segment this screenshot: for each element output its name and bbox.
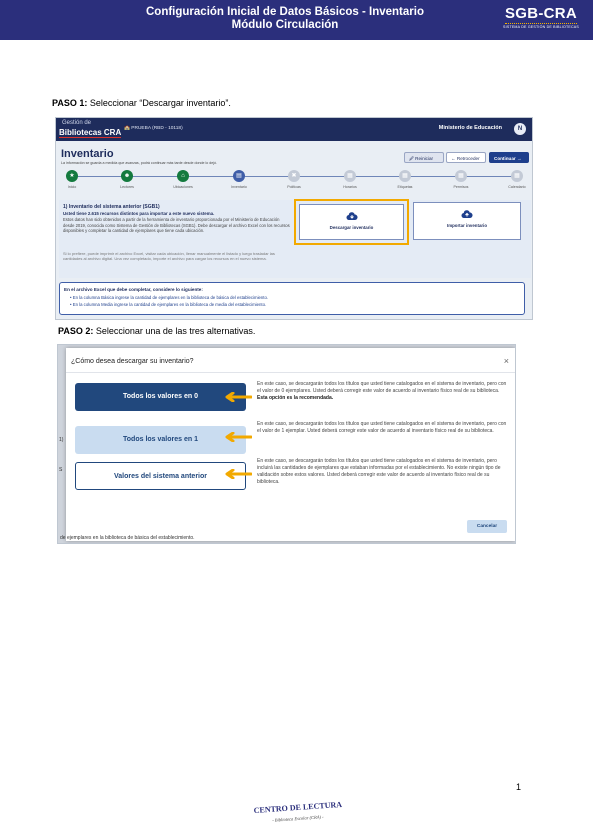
option-previous-values-button[interactable]: Valores del sistema anterior (75, 462, 246, 490)
option-all-zero-text: En este caso, se descargarán todos los títulos que usted tiene catalogados en el sistema de inventario, pero con el valor de 0 ejemplares. Usted deberá corregir este valor de acuerdo al inventario físico real de su biblioteca. (257, 381, 507, 394)
info-body-secondary: Si lo prefiere, puede imprimir el archivo Excel, visitar cada ubicación, llenar manualmente el listado y luego trasladar las cantidades al archivo digital. Una vez completado, importe el archivo para cargar los recursos en el nuevo sistema. (63, 251, 275, 262)
step1-label (52, 98, 231, 108)
continuar-button[interactable]: Continuar → (489, 152, 529, 163)
screenshot-inventory (55, 117, 533, 320)
cancel-button[interactable]: Cancelar (467, 520, 507, 533)
info-lead: Usted tiene 2.615 recursos distintos para importar a este nuevo sistema. (63, 211, 215, 216)
option-all-zero-description (257, 381, 508, 402)
step1-number: PASO 1: (52, 98, 88, 108)
centro-de-lectura-logo (248, 800, 348, 824)
permission-icon: ▦ (455, 170, 467, 182)
svg-text:CENTRO DE LECTURA: CENTRO DE LECTURA (253, 800, 343, 816)
step-label: Etiquetas (397, 185, 413, 189)
note-item-basica: • En la columna Básica ingrese la cantidad de ejemplares en la biblioteca de básica del establecimiento. (70, 295, 269, 300)
dialog-title: ¿Cómo desea descargar su inventario? (71, 358, 194, 365)
step-ubicaciones[interactable] (163, 170, 203, 189)
retroceder-button[interactable]: ← Retroceder (446, 152, 486, 163)
page-title: Inventario (61, 148, 114, 160)
step-calendario[interactable] (497, 170, 533, 189)
step-label: Políticas (287, 185, 301, 189)
step-label: Lectores (120, 185, 134, 189)
calendar-icon: ▦ (344, 170, 356, 182)
excel-note (59, 282, 525, 315)
brand-subtitle: SISTEMA DE GESTIÓN DE BIBLIOTECAS (503, 25, 579, 29)
avatar[interactable]: N (514, 123, 526, 135)
note-item-media: • En la columna Media ingrese la cantidad de ejemplares en la biblioteca de media del establecimiento. (70, 302, 267, 307)
person-icon: ☻ (121, 170, 133, 182)
step-inventario[interactable] (219, 170, 259, 189)
reiniciar-button[interactable]: 🖉 Reiniciar (404, 152, 444, 163)
step-etiquetas[interactable] (385, 170, 425, 189)
recommended-note: Esta opción es la recomendada. (257, 395, 334, 401)
arrow-left-icon (224, 392, 252, 402)
screenshot-download-dialog (57, 344, 516, 544)
star-icon: ★ (66, 170, 78, 182)
note-title: En el archivo Excel que debe completar, considere lo siguiente: (64, 287, 203, 292)
background-text: de ejemplares en la biblioteca de básica del establecimiento. (60, 535, 195, 541)
download-dialog (66, 348, 515, 541)
option-all-one-description: En este caso, se descargarán todos los títulos que usted tiene catalogados en el sistema de inventario, pero con el valor de 1 ejemplar. Usted deberá corregir este valor de acuerdo al inventario físico real de su biblioteca. (257, 421, 507, 434)
step-permisos[interactable] (441, 170, 481, 189)
app-logo-bottom: Bibliotecas CRA (59, 128, 122, 137)
step-horarios[interactable] (330, 170, 370, 189)
step-politicas[interactable] (274, 170, 314, 189)
app-logo-top: Gestión de (62, 120, 92, 126)
step2-label (58, 326, 255, 336)
close-icon[interactable]: × (503, 356, 509, 366)
brand-logo (501, 5, 581, 30)
document-title-line1: Configuración Inicial de Datos Básicos - Inventario (146, 6, 424, 18)
download-highlight (294, 199, 409, 245)
ministry-label: Ministerio de Educación (438, 125, 502, 131)
environment-label: 🏫 PRUEBA (RBD - 10118) (124, 126, 183, 131)
brand-divider (505, 23, 577, 24)
download-inventory-button[interactable] (299, 204, 404, 240)
dialog-divider (66, 372, 515, 373)
document-title-line2: Módulo Circulación (231, 19, 339, 31)
option-all-zero-button[interactable]: Todos los valores en 0 (75, 383, 246, 411)
import-label: Importar inventario (446, 223, 487, 228)
step-label: Horarios (343, 185, 357, 189)
info-title: 1) Inventario del sistema anterior (SGB1) (63, 204, 160, 210)
app-bar (56, 118, 532, 141)
info-body: Estos datos han sido obtenidos a partir de la herramienta de inventario proporcionada por el Ministerio de Educación desde 2019, conocida como Sistema de Gestión de Bibliotecas (SGB1). Debe descargar el archivo Excel con los recursos disponibles y completar la cantidad de ejemplares que tiene cada ubicación. (63, 217, 290, 234)
step2-number: PASO 2: (58, 326, 94, 336)
download-label: Descargar inventario (329, 225, 374, 230)
arrow-left-icon (224, 432, 252, 442)
background-marker: 1) (59, 437, 64, 443)
arrow-left-icon (224, 469, 252, 479)
svg-text:- Biblioteca Escolar (CRA) -: - Biblioteca Escolar (CRA) - (272, 814, 324, 823)
cloud-upload-icon (461, 209, 473, 221)
cloud-download-icon (346, 211, 358, 223)
page-number: 1 (515, 782, 521, 792)
step2-text: Seleccionar una de las tres alternativas. (93, 326, 256, 336)
brand-name: SGB-CRA (504, 5, 578, 22)
option-all-one-button[interactable]: Todos los valores en 1 (75, 426, 246, 454)
option-previous-values-description: En este caso, se descargarán todos los títulos que usted tiene catalogados en el sistema de inventario, pero incluirá las cantidades de ejemplares que estaban informadas por el establecimiento. No existe ningún tipo de validación sobre estos valores. Usted deberá corregir este valor de acuerdo al inventario físico real de su biblioteca. (257, 458, 501, 485)
background-marker: S (59, 467, 63, 473)
calendar-icon: ▦ (511, 170, 523, 182)
header-banner (0, 0, 593, 40)
step1-text: Seleccionar “Descargar inventario”. (87, 98, 231, 108)
building-icon: ⌂ (177, 170, 189, 182)
page-subtitle: La información se guarda a medida que avanzas, podrá continuar más tarde desde donde lo dejó. (61, 161, 218, 165)
step-inicio[interactable] (55, 170, 92, 189)
tag-icon: ▦ (399, 170, 411, 182)
step-label: Ubicaciones (173, 185, 193, 189)
step-label: Inventario (231, 185, 247, 189)
document-title (110, 6, 460, 32)
step-label: Calendario (508, 185, 526, 189)
import-inventory-button[interactable] (413, 202, 521, 240)
step-label: Inicio (67, 185, 77, 189)
step-label: Permisos (453, 185, 469, 189)
tools-icon: ✖ (288, 170, 300, 182)
inventory-icon: ▤ (233, 170, 245, 182)
step-lectores[interactable] (107, 170, 147, 189)
